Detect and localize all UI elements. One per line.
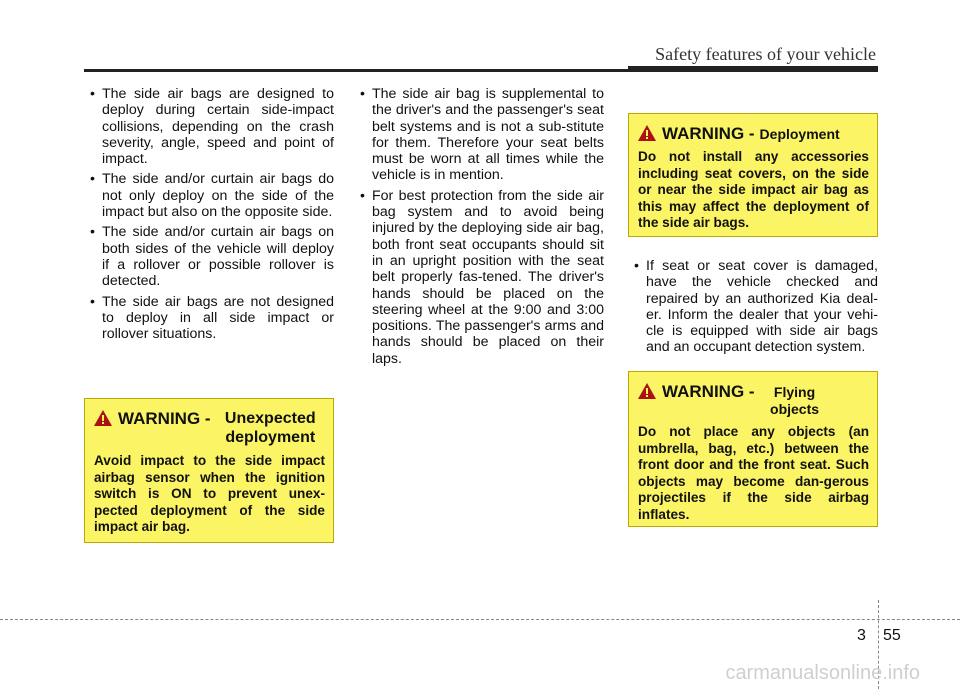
column-left: [84, 86, 334, 346]
warning-header: [638, 382, 869, 418]
warning-label: WARNING -: [662, 382, 755, 401]
warning-header: [94, 409, 325, 447]
bullet-list: [84, 86, 334, 342]
list-item: • For best protection from the side air bag system and to avoid being injured by the deploying side air bag, both front seat occupants should sit in an upright position with the seat belt properly fas-tened. The driver's hands should be placed on the steering wheel at the 9:00 and 3:00 positions. The passenger's arms and hands should be placed on their laps.: [354, 188, 604, 367]
list-item: • If seat or seat cover is damaged, have the vehicle checked and repaired by an authorized Kia deal-er. Inform the dealer that your vehi-cle is equipped with side air bags and an occupant detection system.: [628, 258, 878, 356]
warning-box-flying-objects: [628, 371, 878, 527]
warning-box-deployment: [628, 113, 878, 237]
list-item: • The side air bags are not designed to deploy in all side impact or rollover situations.: [84, 294, 334, 343]
warning-triangle-icon: [94, 410, 112, 426]
warning-label: WARNING -: [662, 124, 755, 143]
page-number: 55: [883, 627, 901, 644]
list-item: • The side and/or curtain air bags on both sides of the vehicle will deploy if a rollover or possible rollover is detected.: [84, 224, 334, 289]
column-right: [628, 258, 878, 360]
list-item: • The side and/or curtain air bags do not only deploy on the side of the impact but also on the opposite side.: [84, 171, 334, 220]
section-title: Safety features of your vehicle: [655, 44, 876, 64]
header-rule-accent: [628, 66, 878, 72]
warning-triangle-icon: [638, 383, 656, 399]
warning-text: Do not place any objects (an umbrella, bag, etc.) between the front door and the front seat. Such objects may become dan-gerous projectiles if the side airbag inflates.: [638, 424, 869, 522]
watermark: carmanualsonline.info: [725, 662, 920, 684]
warning-text: Avoid impact to the side impact airbag sensor when the ignition switch is ON to prevent unex-pected deployment of the side impact air bag.: [94, 453, 325, 534]
warning-topic: Deployment: [759, 126, 840, 142]
list-item: • The side air bags are designed to deploy during certain side-impact collisions, depending on the crash severity, angle, speed and point of impact.: [84, 86, 334, 167]
warning-header: [638, 124, 869, 143]
warning-box-unexpected-deployment: [84, 398, 334, 543]
warning-label: WARNING -: [118, 409, 211, 428]
warning-topic: Unexpected deployment: [224, 410, 316, 446]
warning-text: Do not install any accessories including seat covers, on the side or near the side impact air bag as this may affect the deployment of the side air bags.: [638, 149, 869, 230]
chapter-number: 3: [857, 627, 866, 644]
warning-triangle-icon: [638, 125, 656, 141]
bullet-list: [628, 258, 878, 356]
bullet-list: [354, 86, 604, 367]
footer-rule: [0, 619, 960, 620]
warning-topic: Flying objects: [770, 384, 820, 417]
column-middle: [354, 86, 604, 371]
list-item: • The side air bag is supplemental to the driver's and the passenger's seat belt systems and is not a sub-stitute for them. Therefore your seat belts must be worn at all times while the vehicle is in mention.: [354, 86, 604, 184]
